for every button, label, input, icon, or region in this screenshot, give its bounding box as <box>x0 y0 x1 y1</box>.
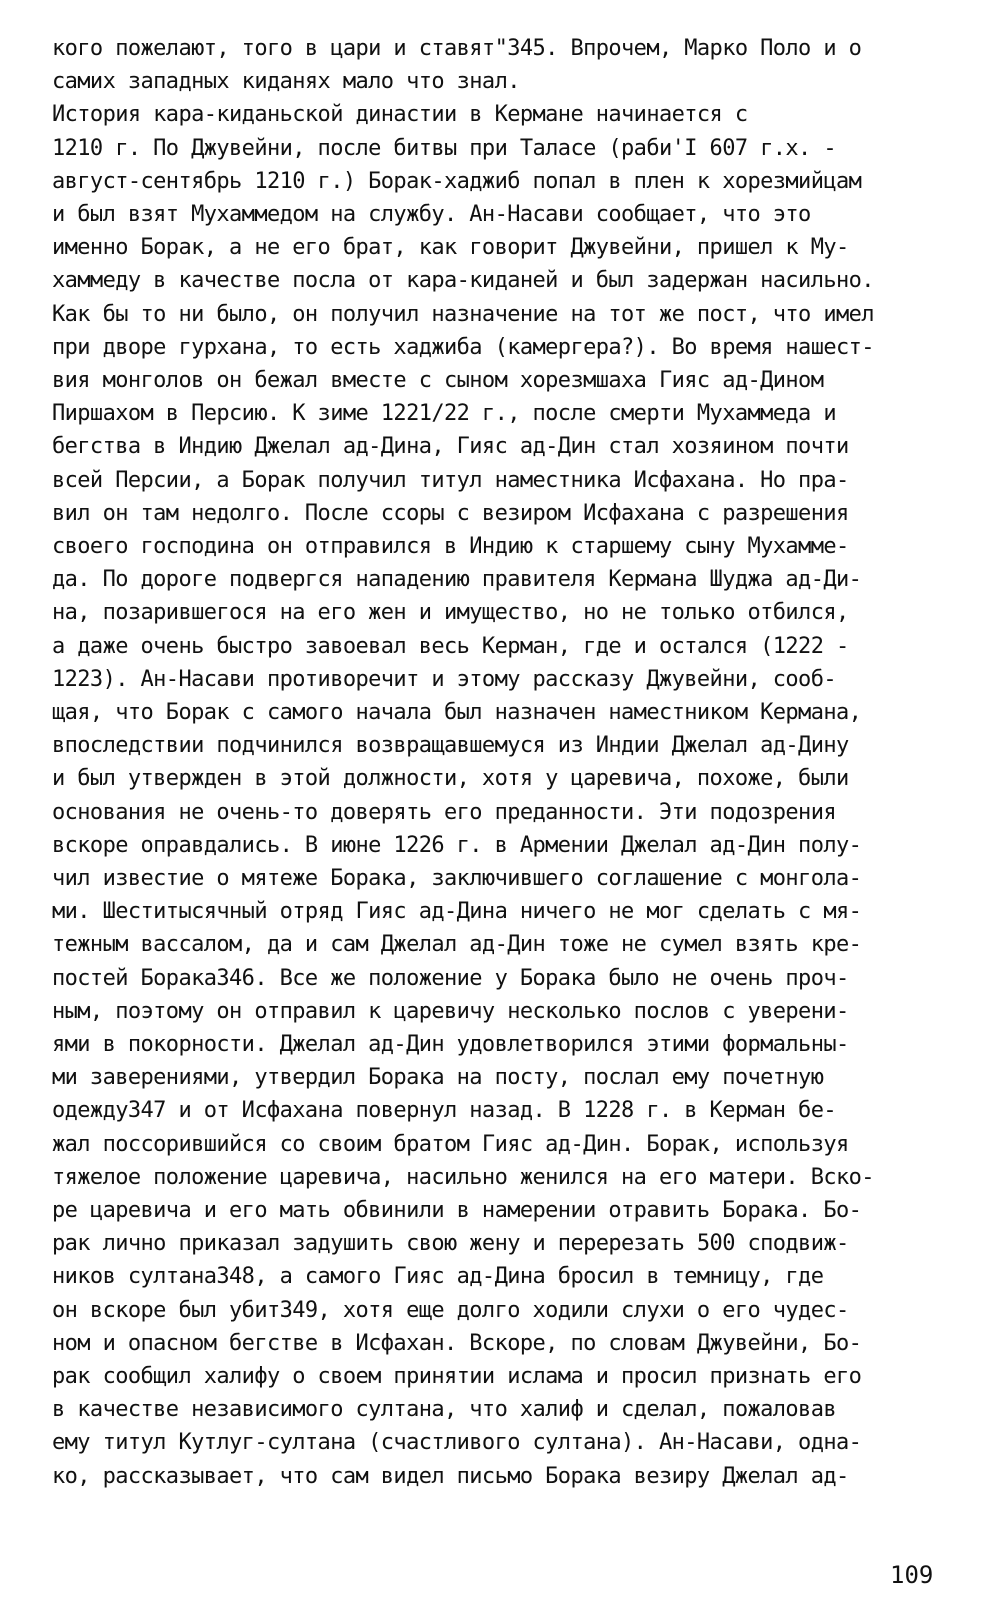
text-line: 1210 г. По Джувейни, после битвы при Таласе (раби'I 607 г.х. - <box>52 135 836 161</box>
text-line: вскоре оправдались. В июне 1226 г. в Армении Джелал ад-Дин полу- <box>52 832 862 858</box>
text-line: и был утвержден в этой должности, хотя у царевича, похоже, были <box>52 766 849 792</box>
text-line: бегства в Индию Джелал ад-Дина, Гияс ад-Дин стал хозяином почти <box>52 434 849 460</box>
text-line: рак лично приказал задушить свою жену и перерезать 500 сподвиж- <box>52 1231 849 1257</box>
text-line: впоследствии подчинился возвращавшемуся из Индии Джелал ад-Дину <box>52 733 849 759</box>
text-line: История кара-киданьской династии в Кермане начинается с <box>52 102 748 128</box>
text-line: именно Борак, а не его брат, как говорит Джувейни, пришел к Му- <box>52 235 849 261</box>
text-line: вил он там недолго. После ссоры с везиром Исфахана с разрешения <box>52 500 849 526</box>
text-line: ном и опасном бегстве в Исфахан. Вскоре, по словам Джувейни, Бо- <box>52 1330 862 1356</box>
page-number: 109 <box>890 1561 934 1589</box>
text-line: Пиршахом в Персию. К зиме 1221/22 г., после смерти Мухаммеда и <box>52 401 836 427</box>
text-line: Как бы то ни было, он получил назначение на тот же пост, что имел <box>52 301 874 327</box>
text-line: да. По дороге подвергся нападению правителя Кермана Шуджа ад-Ди- <box>52 567 862 593</box>
text-line: ре царевича и его мать обвинили в намерении отравить Борака. Бо- <box>52 1198 862 1223</box>
text-line: рак сообщил халифу о своем принятии ислама и просил признать его <box>52 1364 862 1389</box>
text-line: всей Персии, а Борак получил титул наместника Исфахана. Но пра- <box>52 467 849 493</box>
text-line: ями в покорности. Джелал ад-Дин удовлетворился этими формальны- <box>52 1032 849 1057</box>
text-line: ным, поэтому он отправил к царевичу несколько послов с уверени- <box>52 998 849 1024</box>
text-line: самих западных киданях мало что знал. <box>52 69 520 95</box>
text-line: основания не очень-то доверять его преданности. Эти подозрения <box>52 799 836 825</box>
text-line: ему титул Кутлуг-султана (счастливого султана). Ан-Насави, одна- <box>52 1430 862 1456</box>
text-line: ко, рассказывает, что сам видел письмо Борака везиру Джелал ад- <box>52 1463 849 1489</box>
text-line: тежным вассалом, да и сам Джелал ад-Дин тоже не сумел взять кре- <box>52 932 862 958</box>
text-line: 1223). Ан-Насави противоречит и этому рассказу Джувейни, сооб- <box>52 666 836 692</box>
text-line: кого пожелают, того в цари и ставят"345. Впрочем, Марко Поло и о <box>52 36 862 61</box>
text-line: хаммеду в качестве посла от кара-киданей и был задержан насильно. <box>52 268 874 294</box>
text-line: ми. Шеститысячный отряд Гияс ад-Дина ничего не мог сделать с мя- <box>52 899 862 925</box>
text-line: ников султана348, а самого Гияс ад-Дина бросил в темницу, где <box>52 1264 824 1290</box>
text-line: постей Борака346. Все же положение у Борака было не очень проч- <box>52 965 849 991</box>
text-line: и был взят Мухаммедом на службу. Ан-Насави сообщает, что это <box>52 202 811 227</box>
text-line: а даже очень быстро завоевал весь Керман, где и остался (1222 - <box>52 633 849 659</box>
text-line: в качестве независимого султана, что халиф и сделал, пожаловав <box>52 1397 836 1423</box>
text-line: чил известие о мятеже Борака, заключившего соглашение с монгола- <box>52 866 862 891</box>
text-line: при дворе гурхана, то есть хаджиба (камергера?). Во время нашест- <box>52 334 874 360</box>
text-line: ми заверениями, утвердил Борака на посту, послал ему почетную <box>52 1065 824 1091</box>
text-line: своего господина он отправился в Индию к старшему сыну Мухамме- <box>52 534 849 559</box>
text-line: на, позарившегося на его жен и имущество, но не только отбился, <box>52 600 849 626</box>
text-line: жал поссорившийся со своим братом Гияс ад-Дин. Борак, используя <box>52 1131 849 1157</box>
text-line: он вскоре был убит349, хотя еще долго ходили слухи о его чудес- <box>52 1297 849 1323</box>
text-line: тяжелое положение царевича, насильно женился на его матери. Вско- <box>52 1164 874 1190</box>
text-line: щая, что Борак с самого начала был назначен наместником Кермана, <box>52 700 862 725</box>
text-line: вия монголов он бежал вместе с сыном хорезмшаха Гияс ад-Дином <box>52 368 824 393</box>
text-line: август-сентябрь 1210 г.) Борак-хаджиб попал в плен к хорезмийцам <box>52 168 862 194</box>
text-line: одежду347 и от Исфахана повернул назад. В 1228 г. в Керман бе- <box>52 1098 836 1124</box>
